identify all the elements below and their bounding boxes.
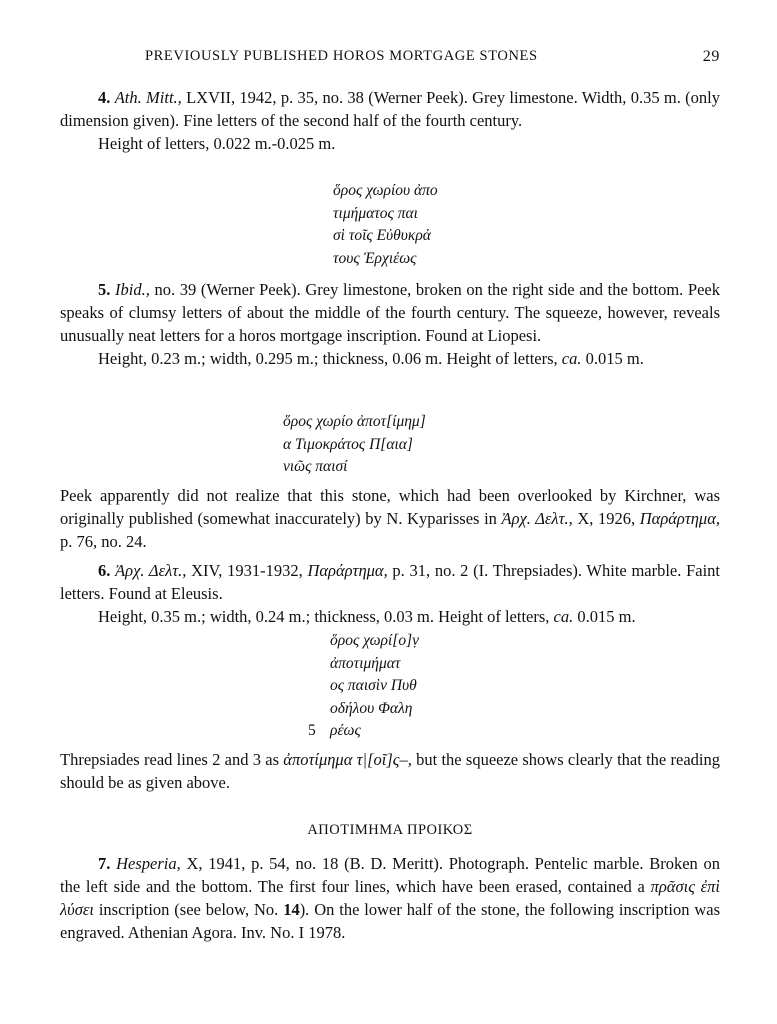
entry-text: XIV, 1931-1932,	[186, 561, 308, 580]
inscription-line: ὅρος χωρίου ἀπο	[333, 182, 438, 199]
dimensions-text: 0.015 m.	[581, 349, 644, 368]
note-text: Threpsiades read lines 2 and 3 as	[60, 750, 284, 769]
supplement-title: Παράρτημα,	[639, 509, 721, 528]
inscription-line: οδήλου Φαλη	[330, 699, 413, 717]
entry-4	[60, 86, 720, 155]
entry-6-description	[60, 559, 720, 605]
entry-number: 5.	[98, 280, 111, 299]
inscription-line: τιμήματος παι	[333, 204, 418, 222]
greek-term: πρᾶσις ἐπὶ λύσει	[60, 877, 720, 919]
entry-number: 7.	[98, 854, 111, 873]
inscription-line: νιῶς παισί	[283, 458, 348, 475]
entry-reference: Ἀρχ. Δελτ.,	[115, 561, 187, 580]
inscription-line: ὅρος χωρίο ἀποτ[ίμημ]	[283, 413, 426, 430]
supplement-title: Παράρτημα,	[307, 561, 388, 580]
running-title: PREVIOUSLY PUBLISHED HOROS MORTGAGE STONES	[145, 48, 538, 64]
entry-6-note-text	[60, 748, 720, 794]
entry-text: X, 1941, p. 54, no. 18 (B. D. Meritt). Photograph. Pentelic marble. Broken on the left side and the bottom. The first four lines, which have been erased, contained a	[60, 854, 721, 896]
entry-7-description	[60, 852, 720, 944]
entry-reference: Ath. Mitt.,	[114, 88, 182, 107]
inscription-line	[308, 720, 419, 743]
circa: ca.	[561, 349, 582, 368]
inscription-line: α Τιμοκράτος Π[αια]	[283, 435, 413, 453]
inscription-line: ὅρος χωρί[ο]ṿ	[330, 632, 419, 649]
entry-number: 4.	[98, 88, 111, 107]
entry-6	[60, 559, 720, 628]
running-header	[60, 48, 720, 72]
inscription-6	[308, 630, 419, 743]
letter-height: Height of letters, 0.022 m.-0.025 m.	[98, 134, 336, 153]
note-text: X, 1926,	[572, 509, 640, 528]
inscription-line: τους Ἐρχιέως	[333, 249, 417, 267]
cross-reference: 14	[283, 900, 300, 919]
entry-5-note	[60, 484, 720, 553]
inscription-4	[333, 180, 438, 270]
entry-reference: Ibid.,	[115, 280, 150, 299]
inscription-line: ος παισὶν Πυθ	[330, 677, 417, 694]
circa: ca.	[553, 607, 574, 626]
journal-title: Ἀρχ. Δελτ.,	[501, 509, 573, 528]
entry-5-dimensions	[60, 347, 720, 370]
entry-5-note-text	[60, 484, 720, 553]
entry-6-note	[60, 748, 720, 794]
inscription-line: σὶ τοῖς Εὐθυκρά	[333, 227, 431, 244]
entry-6-dimensions	[60, 605, 720, 628]
note-text: Peek apparently did not realize that this stone, which had been overlooked by Kirchner, was originally published (somewhat inaccurately) by N. Kyparisses in	[60, 486, 720, 528]
page-number: 29	[702, 48, 720, 65]
dimensions-text: Height, 0.23 m.; width, 0.295 m.; thickness, 0.06 m. Height of letters,	[98, 349, 562, 368]
note-text: but the squeeze shows clearly that the reading should be as given above.	[60, 750, 721, 792]
inscription-line-text: ρέως	[330, 722, 361, 739]
entry-number: 6.	[98, 561, 111, 580]
greek-reading: ἀποτίμημα τ|[οῖ]ς–,	[283, 750, 412, 769]
entry-5-description	[60, 278, 720, 347]
entry-4-description	[60, 86, 720, 132]
entry-text: ). On the lower half of the stone, the following inscription was engraved. Athenian Agora. Inv. No. I 1978.	[60, 900, 720, 942]
section-heading: ΑΠΟΤΙΜΗΜΑ ΠΡΟΙΚΟΣ	[307, 822, 473, 838]
entry-text: no. 39 (Werner Peek). Grey limestone, broken on the right side and the bottom. Peek speaks of clumsy letters of about the middle of the fourth century. The squeeze, however, reveals unusually neat letters for a horos mortgage inscription. Found at Liopesi.	[60, 280, 720, 345]
note-text: p. 76, no. 24.	[60, 532, 147, 551]
dimensions-text: 0.015 m.	[573, 607, 636, 626]
entry-text: LXVII, 1942, p. 35, no. 38 (Werner Peek). Grey limestone. Width, 0.35 m. (only dimension given). Fine letters of the second half of the fourth century.	[60, 88, 720, 130]
entry-reference: Hesperia,	[116, 854, 181, 873]
inscription-5	[283, 411, 426, 479]
entry-text: p. 31, no. 2 (I. Threpsiades). White marble. Faint letters. Found at Eleusis.	[60, 561, 721, 603]
entry-7	[60, 852, 720, 944]
dimensions-text: Height, 0.35 m.; width, 0.24 m.; thickness, 0.03 m. Height of letters,	[98, 607, 554, 626]
line-number: 5	[308, 722, 316, 739]
inscription-line: ἀποτιμήματ	[330, 654, 401, 672]
entry-text: inscription (see below, No.	[93, 900, 284, 919]
entry-5	[60, 278, 720, 370]
